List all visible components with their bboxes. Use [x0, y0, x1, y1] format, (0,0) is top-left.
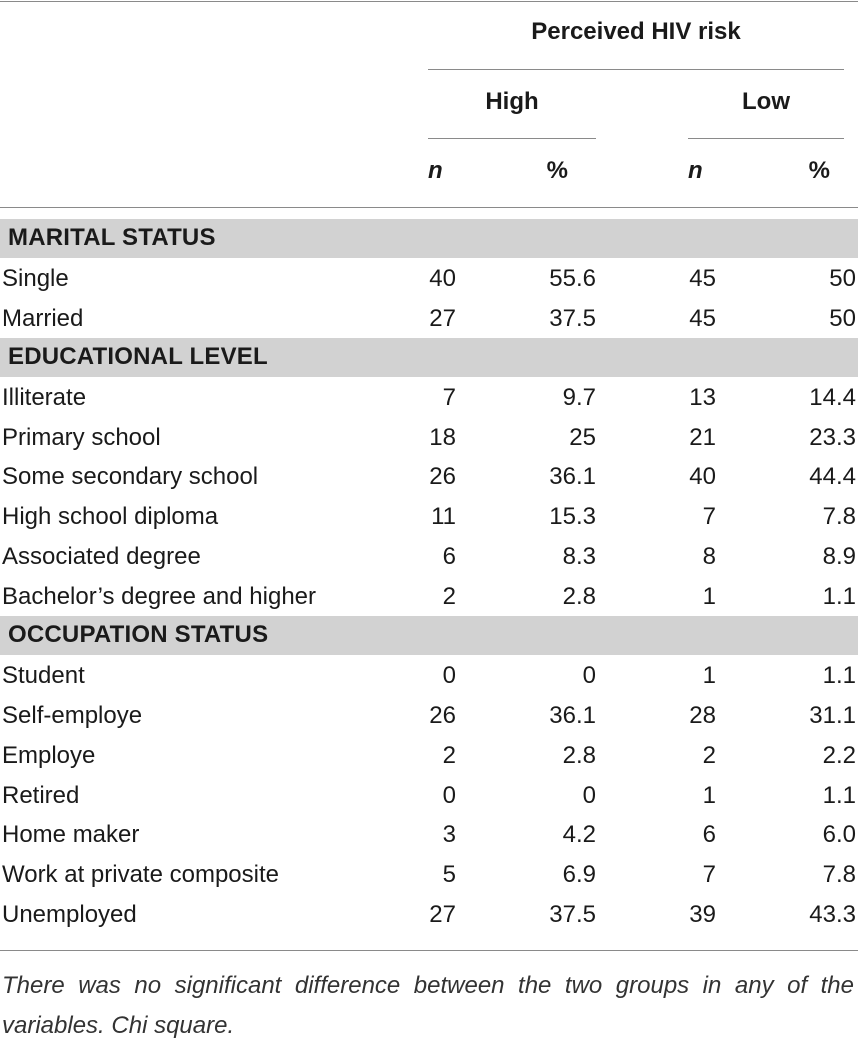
- cell-high-n: 40: [429, 265, 456, 292]
- cell-high-n: 2: [442, 583, 456, 610]
- section-header-occupation-status: [0, 616, 858, 655]
- table-row: [0, 418, 858, 458]
- cell-low-pct: 7.8: [822, 861, 856, 888]
- table-bottom-rule: [0, 950, 858, 951]
- cell-low-n: 28: [689, 702, 716, 729]
- cell-low-n: 40: [689, 463, 716, 490]
- cell-low-pct: 1.1: [822, 583, 856, 610]
- cell-low-pct: 8.9: [822, 543, 856, 570]
- subheader-high-rule: [428, 138, 596, 139]
- cell-high-pct: 37.5: [549, 305, 596, 332]
- cell-low-n: 45: [689, 305, 716, 332]
- row-label: Associated degree: [2, 543, 201, 570]
- table-row: [0, 855, 858, 895]
- cell-high-n: 27: [429, 305, 456, 332]
- cell-high-n: 26: [429, 463, 456, 490]
- col-high-n: n: [428, 157, 443, 184]
- cell-low-n: 1: [702, 583, 716, 610]
- cell-low-n: 7: [702, 503, 716, 530]
- cell-low-pct: 1.1: [822, 782, 856, 809]
- section-title: OCCUPATION STATUS: [8, 621, 269, 648]
- cell-high-pct: 6.9: [562, 861, 596, 888]
- row-label: Home maker: [2, 821, 140, 848]
- row-label: Illiterate: [2, 384, 87, 411]
- group-header-perceived-hiv-risk: Perceived HIV risk: [531, 18, 741, 45]
- table-row: [0, 815, 858, 855]
- table-row: [0, 656, 858, 696]
- cell-low-pct: 2.2: [822, 742, 856, 769]
- cell-high-n: 18: [429, 424, 456, 451]
- table-row: [0, 457, 858, 497]
- table-row: [0, 537, 858, 577]
- col-low-pct: %: [808, 157, 830, 184]
- cell-low-n: 8: [702, 543, 716, 570]
- table-row: [0, 895, 858, 935]
- cell-low-pct: 1.1: [822, 662, 856, 689]
- table-row: [0, 497, 858, 537]
- cell-high-n: 5: [442, 861, 456, 888]
- cell-high-n: 2: [442, 742, 456, 769]
- row-label: Student: [2, 662, 85, 689]
- row-label: Primary school: [2, 424, 161, 451]
- cell-high-pct: 2.8: [562, 742, 596, 769]
- table-row: [0, 299, 858, 339]
- cell-high-n: 26: [429, 702, 456, 729]
- cell-high-pct: 0: [582, 782, 596, 809]
- cell-high-n: 0: [442, 662, 456, 689]
- row-label: Employe: [2, 742, 96, 769]
- cell-high-pct: 36.1: [549, 463, 596, 490]
- cell-low-pct: 6.0: [822, 821, 856, 848]
- section-title: MARITAL STATUS: [8, 224, 216, 251]
- cell-low-pct: 43.3: [809, 901, 856, 928]
- cell-low-n: 13: [689, 384, 716, 411]
- cell-low-pct: 50: [829, 265, 856, 292]
- cell-high-n: 3: [442, 821, 456, 848]
- cell-low-pct: 44.4: [809, 463, 856, 490]
- cell-low-pct: 50: [829, 305, 856, 332]
- cell-low-pct: 23.3: [809, 424, 856, 451]
- cell-low-n: 39: [689, 901, 716, 928]
- cell-low-n: 21: [689, 424, 716, 451]
- cell-high-n: 7: [442, 384, 456, 411]
- section-header-educational-level: [0, 338, 858, 377]
- cell-high-pct: 0: [582, 662, 596, 689]
- cell-low-pct: 7.8: [822, 503, 856, 530]
- table-row: [0, 696, 858, 736]
- subheader-high: High: [485, 88, 539, 115]
- cell-high-n: 27: [429, 901, 456, 928]
- cell-high-pct: 25: [569, 424, 596, 451]
- cell-high-pct: 9.7: [562, 384, 596, 411]
- subheader-low: Low: [742, 88, 790, 115]
- cell-high-n: 6: [442, 543, 456, 570]
- table-top-rule: [0, 1, 858, 2]
- cell-low-n: 6: [702, 821, 716, 848]
- cell-high-pct: 2.8: [562, 583, 596, 610]
- table-row: [0, 259, 858, 299]
- cell-high-pct: 37.5: [549, 901, 596, 928]
- cell-high-pct: 4.2: [562, 821, 596, 848]
- group-header-rule: [428, 69, 844, 70]
- table-footnote: There was no significant difference between the two groups in any of the variables. Chi square.: [2, 972, 854, 1039]
- cell-low-n: 2: [702, 742, 716, 769]
- row-label: Single: [2, 265, 69, 292]
- col-high-pct: %: [546, 157, 568, 184]
- row-label: Married: [2, 305, 84, 332]
- cell-high-pct: 15.3: [549, 503, 596, 530]
- cell-high-pct: 36.1: [549, 702, 596, 729]
- table-row: [0, 776, 858, 816]
- cell-high-n: 11: [431, 503, 456, 530]
- table-row: [0, 577, 858, 617]
- subheader-low-rule: [688, 138, 844, 139]
- cell-high-n: 0: [442, 782, 456, 809]
- cell-low-pct: 14.4: [809, 384, 856, 411]
- row-label: Unemployed: [2, 901, 137, 928]
- cell-low-n: 45: [689, 265, 716, 292]
- col-low-n: n: [688, 157, 703, 184]
- row-label: Retired: [2, 782, 80, 809]
- cell-low-pct: 31.1: [809, 702, 856, 729]
- row-label: Self-employe: [2, 702, 143, 729]
- row-label: Some secondary school: [2, 463, 259, 490]
- cell-high-pct: 8.3: [562, 543, 596, 570]
- table-row: [0, 736, 858, 776]
- section-title: EDUCATIONAL LEVEL: [8, 343, 268, 370]
- cell-low-n: 1: [702, 662, 716, 689]
- section-header-marital-status: [0, 219, 858, 258]
- row-label: Work at private composite: [2, 861, 279, 888]
- row-label: Bachelor’s degree and higher: [2, 583, 317, 610]
- table-row: [0, 378, 858, 418]
- cell-low-n: 1: [702, 782, 716, 809]
- header-bottom-rule: [0, 207, 858, 208]
- row-label: High school diploma: [2, 503, 219, 530]
- cell-low-n: 7: [702, 861, 716, 888]
- cell-high-pct: 55.6: [549, 265, 596, 292]
